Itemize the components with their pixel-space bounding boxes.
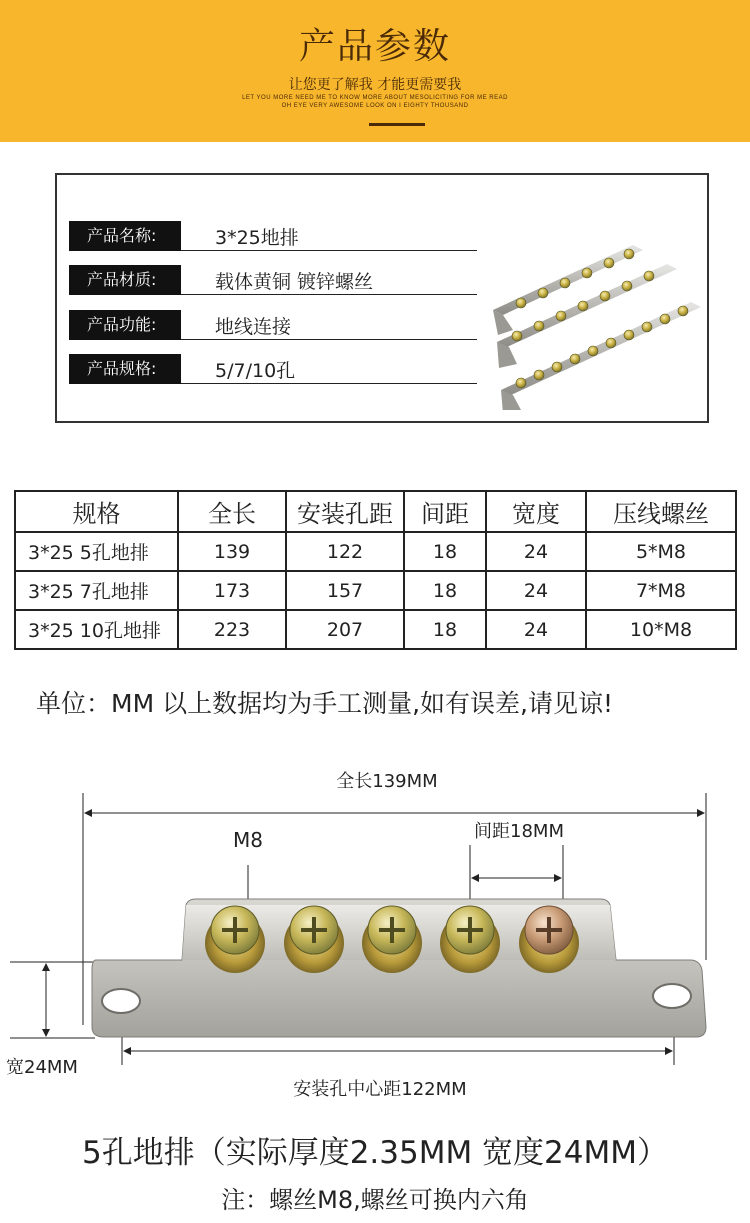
table-row <box>15 532 736 571</box>
info-row-name <box>69 217 477 251</box>
info-label: 产品名称: <box>69 221 181 251</box>
table-cell: 24 <box>486 610 586 649</box>
spacing-dimension <box>470 845 563 905</box>
info-value: 载体黄铜 镀锌螺丝 <box>215 271 374 293</box>
table-cell: 24 <box>486 532 586 571</box>
product-photo <box>485 230 707 410</box>
column-header: 宽度 <box>486 491 586 532</box>
table-cell: 24 <box>486 571 586 610</box>
page-subtitle: 让您更了解我 才能更需要我 <box>288 77 462 93</box>
info-row-function <box>69 306 477 340</box>
mounting-hole-left <box>102 989 140 1013</box>
table-cell: 3*25 10孔地排 <box>15 610 178 649</box>
info-row-material <box>69 261 477 295</box>
info-value: 地线连接 <box>215 316 292 338</box>
divider <box>181 383 477 384</box>
table-cell: 3*25 7孔地排 <box>15 571 178 610</box>
column-header: 间距 <box>404 491 486 532</box>
title-underline <box>369 123 425 126</box>
english-slogan-line2: OH EYE VERY AWESOME LOOK ON I EIGHTY THOUSAND <box>281 103 469 109</box>
table-cell: 173 <box>178 571 286 610</box>
divider <box>181 339 477 340</box>
table-cell: 207 <box>286 610 404 649</box>
divider <box>181 250 477 251</box>
column-header: 全长 <box>178 491 286 532</box>
table-cell: 157 <box>286 571 404 610</box>
column-header: 规格 <box>15 491 178 532</box>
table-row <box>15 610 736 649</box>
table-cell: 18 <box>404 571 486 610</box>
screw-size-label: M8 <box>233 828 263 852</box>
spec-table <box>14 490 737 650</box>
grounding-bar <box>92 899 706 1037</box>
hole-distance-label: 安装孔中心距122MM <box>293 1079 467 1100</box>
divider <box>181 294 477 295</box>
header-banner <box>0 0 750 142</box>
spacing-label: 间距18MM <box>474 821 564 842</box>
table-row <box>15 571 736 610</box>
table-cell: 10*M8 <box>586 610 736 649</box>
width-dimension <box>10 962 95 1038</box>
footer-title: 5孔地排（实际厚度2.35MM 宽度24MM） <box>81 1135 669 1171</box>
table-header-row <box>15 491 736 532</box>
info-label: 产品规格: <box>69 354 181 384</box>
info-label: 产品功能: <box>69 310 181 340</box>
dimension-diagram <box>0 755 750 1115</box>
table-cell: 5*M8 <box>586 532 736 571</box>
unit-note: 单位：MM 以上数据均为手工测量,如有误差,请见谅! <box>36 689 614 718</box>
product-info-card <box>55 173 709 423</box>
page-title: 产品参数 <box>298 26 451 67</box>
bar-10-hole <box>501 302 701 410</box>
table-cell: 7*M8 <box>586 571 736 610</box>
info-label: 产品材质: <box>69 265 181 295</box>
table-cell: 18 <box>404 532 486 571</box>
table-cell: 3*25 5孔地排 <box>15 532 178 571</box>
info-row-spec <box>69 350 477 384</box>
total-length-label: 全长139MM <box>336 771 438 792</box>
footer-note: 注：螺丝M8,螺丝可换内六角 <box>221 1186 529 1214</box>
column-header: 压线螺丝 <box>586 491 736 532</box>
table-cell: 122 <box>286 532 404 571</box>
table-cell: 223 <box>178 610 286 649</box>
width-label: 宽24MM <box>6 1057 78 1078</box>
english-slogan-line1: LET YOU MORE NEED ME TO KNOW MORE ABOUT MESOLICITING FOR ME READ <box>242 95 508 101</box>
info-value: 5/7/10孔 <box>215 360 296 382</box>
table-cell: 139 <box>178 532 286 571</box>
table-cell: 18 <box>404 610 486 649</box>
info-value: 3*25地排 <box>215 227 299 249</box>
mounting-hole-right <box>653 984 691 1008</box>
column-header: 安装孔距 <box>286 491 404 532</box>
